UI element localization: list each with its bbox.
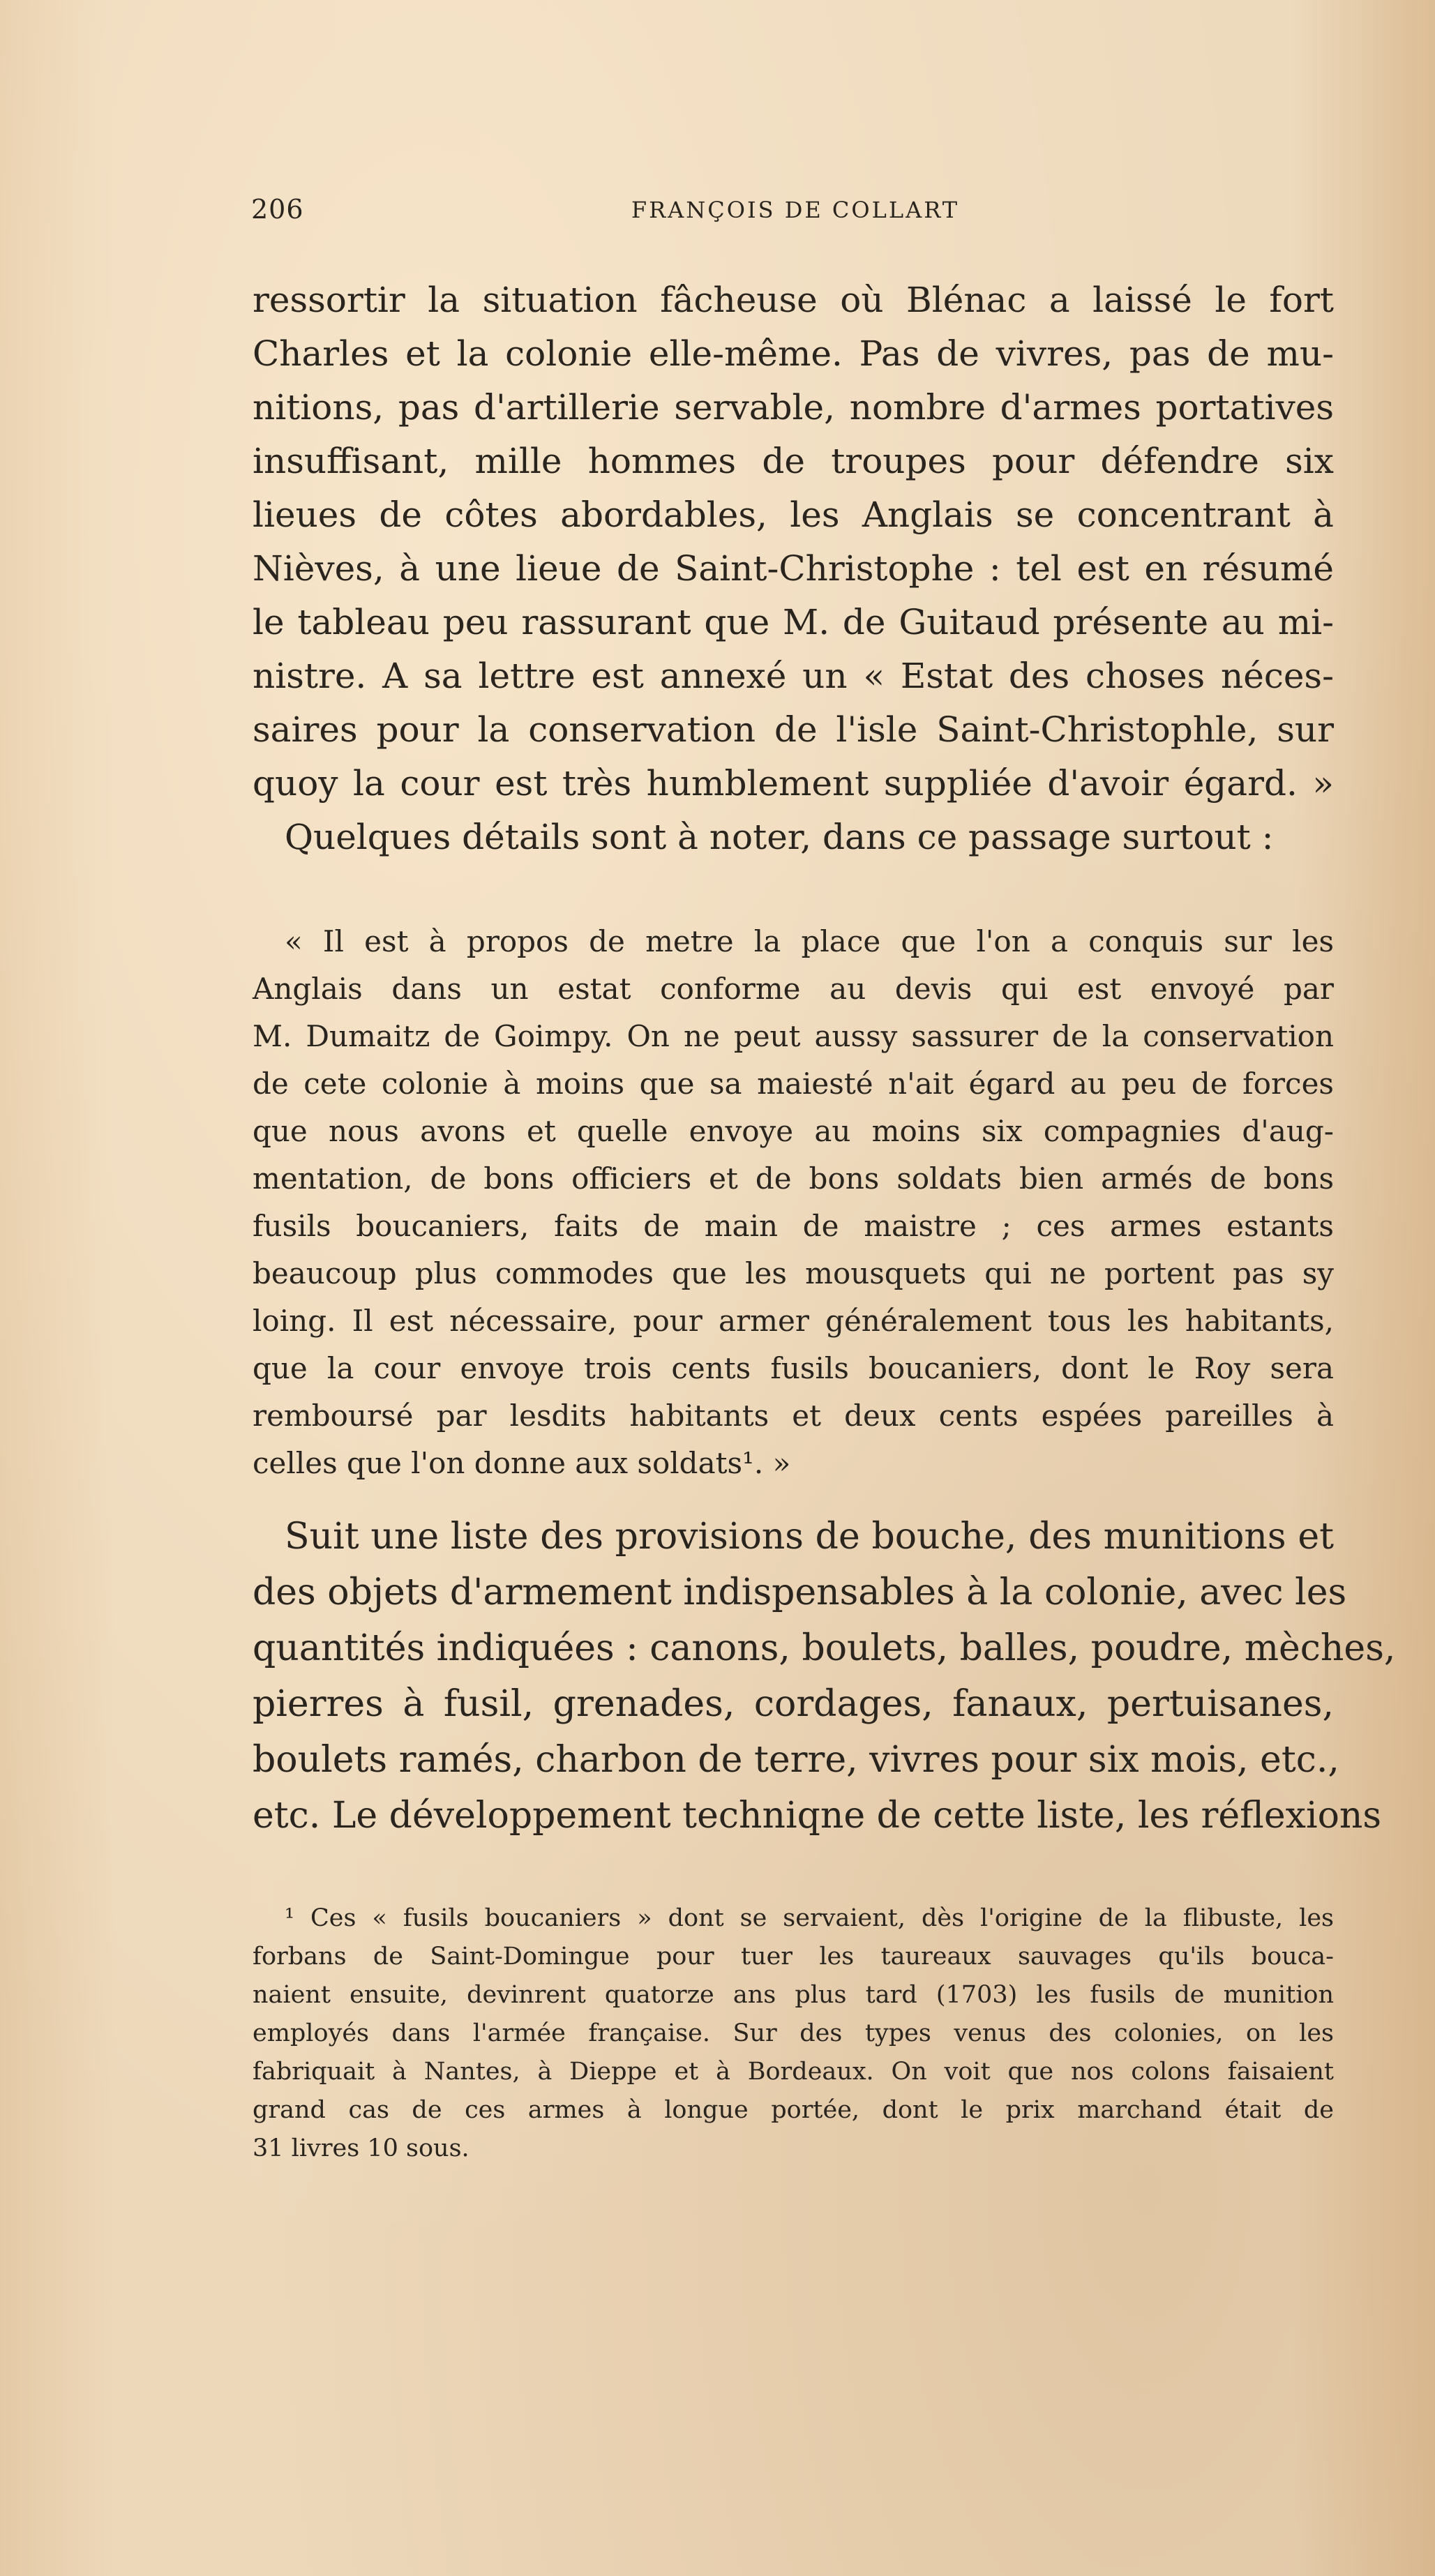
footnote-line: naient ensuite, devinrent quatorze ans plus tard (1703) les fusils de munition xyxy=(253,1981,1334,2009)
footnote xyxy=(253,1899,1334,2168)
text-line: Quelques détails sont à noter, dans ce passage surtout : xyxy=(285,817,1274,857)
page-number: 206 xyxy=(251,194,304,225)
text-line: lieues de côtes abordables, les Anglais se concentrant à xyxy=(253,495,1334,535)
text-line: nitions, pas d'artillerie servable, nombre d'armes portatives xyxy=(253,387,1334,428)
footnote-line: employés dans l'armée française. Sur des types venus des colonies, on les xyxy=(253,2019,1334,2047)
paragraph-2 xyxy=(253,1509,1396,1844)
block-quote xyxy=(253,918,1334,1487)
quote-line: mentation, de bons officiers et de bons soldats bien armés de bons xyxy=(253,1161,1334,1196)
paragraph-1 xyxy=(253,273,1334,864)
running-head: FRANÇOIS DE COLLART xyxy=(631,197,960,223)
quote-line: Anglais dans un estat conforme au devis qui est envoyé par xyxy=(253,972,1334,1006)
quote-line: celles que l'on donne aux soldats¹. » xyxy=(253,1446,791,1480)
quote-line: que la cour envoye trois cents fusils boucaniers, dont le Roy sera xyxy=(253,1351,1334,1385)
quote-line: beaucoup plus commodes que les mousquets qui ne portent pas sy xyxy=(253,1256,1334,1290)
quote-line: que nous avons et quelle envoye au moins six compagnies d'aug- xyxy=(253,1114,1334,1148)
footnote-line: ¹ Ces « fusils boucaniers » dont se servaient, dès l'origine de la flibuste, les xyxy=(285,1904,1334,1932)
quote-line: M. Dumaitz de Goimpy. On ne peut aussy sassurer de la conservation xyxy=(253,1019,1334,1053)
footnote-line: grand cas de ces armes à longue portée, dont le prix marchand était de xyxy=(253,2096,1334,2124)
text-line: nistre. A sa lettre est annexé un « Estat des choses néces- xyxy=(253,656,1334,696)
text-line: Suit une liste des provisions de bouche, des munitions et xyxy=(285,1516,1334,1558)
page-header xyxy=(251,194,1339,229)
text-line: Charles et la colonie elle-même. Pas de vivres, pas de mu- xyxy=(253,333,1334,374)
footnote-line: forbans de Saint-Domingue pour tuer les taureaux sauvages qu'ils bouca- xyxy=(253,1943,1334,1971)
text-line: quoy la cour est très humblement suppliée d'avoir égard. » xyxy=(253,763,1334,804)
text-line: boulets ramés, charbon de terre, vivres pour six mois, etc., xyxy=(253,1739,1339,1781)
text-line: Nièves, à une lieue de Saint-Christophe : tel est en résumé xyxy=(253,548,1334,589)
quote-line: de cete colonie à moins que sa maiesté n'ait égard au peu de forces xyxy=(253,1067,1334,1101)
quote-line: « Il est à propos de metre la place que l'on a conquis sur les xyxy=(285,924,1334,958)
text-line: saires pour la conservation de l'isle Saint-Christophle, sur xyxy=(253,709,1334,750)
text-line: quantités indiquées : canons, boulets, balles, poudre, mèches, xyxy=(253,1627,1396,1669)
quote-line: loing. Il est nécessaire, pour armer généralement tous les habitants, xyxy=(253,1304,1334,1338)
text-line: ressortir la situation fâcheuse où Blénac a laissé le fort xyxy=(253,280,1334,320)
text-line: etc. Le développement techniqne de cette liste, les réflexions xyxy=(253,1795,1382,1837)
text-line: pierres à fusil, grenades, cordages, fanaux, pertuisanes, xyxy=(253,1683,1334,1725)
footnote-line: 31 livres 10 sous. xyxy=(253,2134,469,2162)
text-line: insuffisant, mille hommes de troupes pour défendre six xyxy=(253,441,1334,481)
text-line: le tableau peu rassurant que M. de Guitaud présente au mi- xyxy=(253,602,1334,642)
footnote-line: fabriquait à Nantes, à Dieppe et à Bordeaux. On voit que nos colons faisaient xyxy=(253,2058,1334,2086)
quote-line: fusils boucaniers, faits de main de maistre ; ces armes estants xyxy=(253,1209,1334,1243)
text-line: des objets d'armement indispensables à la colonie, avec les xyxy=(253,1572,1347,1613)
quote-line: remboursé par lesdits habitants et deux cents espées pareilles à xyxy=(253,1399,1334,1433)
